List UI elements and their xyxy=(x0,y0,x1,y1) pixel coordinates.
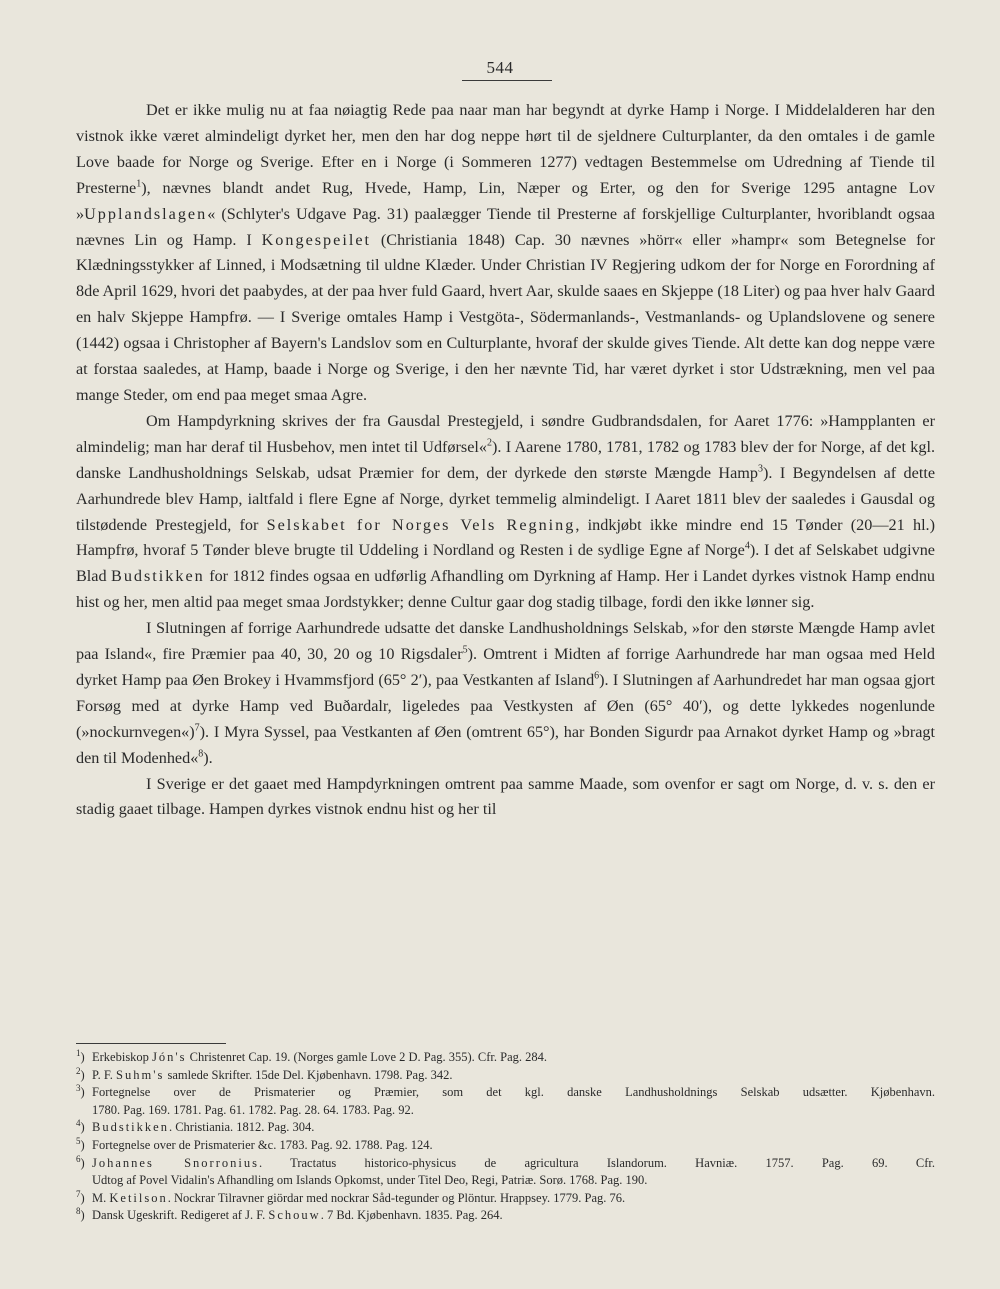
footnote-number: 3 xyxy=(76,1083,81,1094)
text-run: « (Schlyter's Udgave Pag. 31) paalægger Tiende til Presterne af forskjellige Culturplanter, hvoriblandt ogsaa nævnes Lin og Hamp. I xyxy=(76,204,935,249)
text-run: M. xyxy=(92,1190,110,1205)
footnote-number: 4 xyxy=(76,1118,81,1129)
spaced-name: Ketilson xyxy=(109,1190,168,1205)
footnote xyxy=(76,1119,935,1137)
text-run: 1780. Pag. 169. 1781. Pag. 61. 1782. Pag. 28. 64. 1783. Pag. 92. xyxy=(92,1102,414,1117)
footnote-rule xyxy=(76,1043,226,1044)
footnote-text xyxy=(92,1172,935,1190)
footnotes xyxy=(76,1049,935,1225)
footnote-mark: $^5$) xyxy=(76,1135,85,1152)
footnote-mark: $^4$) xyxy=(76,1118,85,1135)
footnote-text xyxy=(92,1067,935,1085)
footnote xyxy=(76,1084,935,1102)
spaced-name: Jón's xyxy=(152,1050,187,1064)
footnote-mark: $^1$) xyxy=(76,1047,85,1064)
text-run: Dansk Ugeskrift. Redigeret af J. F. xyxy=(92,1208,269,1223)
footnote-mark: $^7$) xyxy=(76,1188,85,1205)
page-number-rule xyxy=(462,80,552,81)
page-number: 544 xyxy=(486,58,514,77)
footnote-mark: $^3$) xyxy=(76,1083,85,1100)
footnote-text xyxy=(92,1119,935,1137)
footnote-reference: 7 xyxy=(194,722,200,734)
paragraph xyxy=(76,772,935,824)
spaced-name: Budstikken xyxy=(111,567,205,586)
footnote-reference: 6 xyxy=(594,670,600,682)
footnote-reference: 3 xyxy=(758,463,763,475)
footnote-text xyxy=(92,1155,935,1173)
footnote-number: 2 xyxy=(76,1065,81,1076)
spaced-name: Upplandslagen xyxy=(84,204,208,223)
text-run: P. F. xyxy=(92,1067,117,1082)
footnote xyxy=(76,1190,935,1208)
text-run: . Tractatus historico-physicus de agricultura Islandorum. Havniæ. 1757. Pag. 69. Cfr. xyxy=(258,1155,935,1170)
text-run: I Slutningen af forrige Aarhundrede udsatte det danske Landhusholdnings Selskab, »for den største Mængde Hamp avlet paa Island«, fire Præmier paa 40, 30, 20 og 10 Rigsdaler xyxy=(76,619,935,664)
spaced-name: Selskabet for Norges Vels Regning xyxy=(266,515,576,534)
text-run: ). I Begyndelsen af dette Aarhundrede blev Hamp, ialtfald i flere Egne af Norge, dyrket temmelig almindeligt. I Aaret 1811 blev der saaledes i Gausdal og tilstødende Prestegjeld, for xyxy=(76,463,935,534)
text-run: for 1812 findes ogsaa en udførlig Afhandling om Dyrkning af Hamp. Her i Landet dyrkes vistnok Hamp endnu hist og her, men altid paa meget smaa Jordstykker; denne Cultur gaar dog stadig tilbage, fordi den ikke lønner sig. xyxy=(76,567,936,612)
text-run: Fortegnelse over de Prismaterier og Præmier, som det kgl. danske Landhusholdnings Selskab udsætter. Kjøbenhavn. xyxy=(92,1085,935,1100)
footnote-number: 6 xyxy=(76,1153,81,1164)
spaced-name: Johannes Snorronius xyxy=(92,1155,259,1170)
footnote-reference: 5 xyxy=(462,644,468,656)
text-run: Udtog af Povel Vidalin's Afhandling om Islands Opkomst, under Titel Deo, Regi, Patriæ. Sorø. 1768. Pag. 190. xyxy=(92,1173,648,1188)
text-run: I Sverige er det gaaet med Hampdyrkningen omtrent paa samme Maade, som ovenfor er sagt om Norge, d. v. s. den er stadig gaaet tilbage. Hampen dyrkes vistnok endnu hist og her til xyxy=(76,774,935,819)
text-run: (Christiania 1848) Cap. 30 nævnes »hörr« eller »hampr« som Betegnelse for Klædningsstykker af Linned, i Modsætning til uldne Klæder. Under Christian IV Regjering udkom der for Norge en Forordning af 8de April 1629, hvori det paabydes, at der paa hver fuld Gaard, hvert Aar, skulde saaes en Skjeppe (18 Liter) og paa hver halv Gaard en halv Skjeppe Hampfrø. — I Sverige omtales Hamp i Vestgöta-, Södermanlands-, Vestmanlands- og Uplandslovene og senere (1442) ogsaa i Christopher af Bayern's Landslov som en Culturplante, hvoraf der skulde gives Tiende. Alt dette kan dog neppe være at forstaa saaledes, at Hamp, baade i Norge og Sverige, i den her nævnte Tid, har været dyrket i stor Udstrækning, men vel paa mange Steder, om end paa meget smaa Agre. xyxy=(76,230,935,404)
text-run: , indkjøbt ikke mindre end 15 Tønder (20—21 hl.) Hampfrø, hvoraf 5 Tønder bleve brugte til Uddeling i Nordland og Resten i de sydlige Egne af Norge xyxy=(76,515,935,560)
paragraph xyxy=(76,409,935,616)
footnote-text xyxy=(92,1049,935,1067)
footnote-text xyxy=(92,1207,935,1225)
spaced-name: Kongespeilet xyxy=(261,230,372,249)
text-run: Erkebiskop xyxy=(92,1050,153,1064)
text-run: ). Omtrent i Midten af forrige Aarhundrede har man ogsaa med Held dyrket Hamp paa Øen Brokey i Hvammsfjord (65° 2′), paa Vestkanten af Island xyxy=(76,645,936,689)
paragraph xyxy=(76,616,935,771)
body-text xyxy=(76,98,935,823)
footnote-reference: 8 xyxy=(198,748,204,760)
footnote-number: 1 xyxy=(76,1047,81,1058)
footnote xyxy=(76,1102,935,1120)
text-run: Det er ikke mulig nu at faa nøiagtig Rede paa naar man har begyndt at dyrke Hamp i Norge. I Middelalderen har den vistnok ikke været almindeligt dyrket her, men den har dog neppe hørt til de sjeldnere Culturplanter, da den omtales i de gamle Love baade for Norge og Sverige. Efter en i Norge (i Sommeren 1277) vedtagen Bestemmelse om Udredning af Tiende til Presterne xyxy=(76,101,935,197)
text-run: Fortegnelse over de Prismaterier &c. 1783. Pag. 92. 1788. Pag. 124. xyxy=(92,1137,433,1152)
text-run: ), nævnes blandt andet Rug, Hvede, Hamp, Lin, Næper og Erter, og den for Sverige 1295 antagne Lov » xyxy=(76,178,935,223)
footnote-mark xyxy=(76,1102,92,1120)
footnote-mark: $^8$) xyxy=(76,1206,85,1223)
footnote-mark: $^2$) xyxy=(76,1065,85,1082)
text-run: Om Hampdyrkning skrives der fra Gausdal Prestegjeld, i søndre Gudbrandsdalen, for Aaret 1776: »Hampplanten er almindelig; man har deraf til Husbehov, men intet til Udførsel« xyxy=(76,411,935,456)
footnote xyxy=(76,1172,935,1190)
footnote-mark: $^6$) xyxy=(76,1153,85,1170)
footnote-number: 7 xyxy=(76,1188,81,1199)
footnote-reference: 1 xyxy=(136,178,142,190)
text-run: ). I Aarene 1780, 1781, 1782 og 1783 blev der for Norge, af det kgl. danske Landhusholdnings Selskab, udsat Præmier for dem, der dyrkede den største Mængde Hamp xyxy=(76,437,935,482)
footnote-text xyxy=(92,1102,935,1120)
footnote xyxy=(76,1049,935,1067)
footnote-text xyxy=(92,1137,935,1155)
text-run: Christenret Cap. 19. (Norges gamle Love 2 D. Pag. 355). Cfr. Pag. 284. xyxy=(186,1050,548,1064)
spaced-name: Schouw xyxy=(268,1208,321,1223)
text-run: . Nockrar Tilravner giördar med nockrar Såd-tegunder og Plöntur. Hrappsey. 1779. Pag. 76. xyxy=(167,1190,626,1205)
paragraph xyxy=(76,98,935,409)
text-run: ). I Myra Syssel, paa Vestkanten af Øen (omtrent 65°), har Bonden Sigurdr paa Arnakot dyrket Hamp og »bragt den til Modenhed« xyxy=(76,722,935,767)
text-run: . 7 Bd. Kjøbenhavn. 1835. Pag. 264. xyxy=(320,1208,503,1223)
footnote xyxy=(76,1067,935,1085)
text-run: samlede Skrifter. 15de Del. Kjøbenhavn. 1798. Pag. 342. xyxy=(164,1067,453,1082)
footnote-mark xyxy=(76,1172,92,1190)
footnote-reference: 4 xyxy=(744,541,750,553)
footnote xyxy=(76,1155,935,1173)
footnote xyxy=(76,1207,935,1225)
text-run: ). xyxy=(203,748,213,767)
footnote-text xyxy=(92,1084,935,1102)
text-run: ). I Slutningen af Aarhundredet har man ogsaa gjort Forsøg med at dyrke Hamp ved Buðardalr, ligeledes paa Vestkysten af Øen (65° 40′), og dette lykkedes nogenlunde (»nockurnvegen«) xyxy=(76,670,935,741)
footnote-text xyxy=(92,1190,935,1208)
spaced-name: Suhm's xyxy=(116,1067,165,1082)
footnote-number: 8 xyxy=(76,1206,81,1217)
spaced-name: Budstikken xyxy=(92,1120,169,1135)
footnote-reference: 2 xyxy=(487,437,492,449)
text-run: ). I det af Selskabet udgivne Blad xyxy=(76,541,935,586)
footnote xyxy=(76,1137,935,1155)
footnote-number: 5 xyxy=(76,1135,81,1146)
text-run: . Christiania. 1812. Pag. 304. xyxy=(168,1120,315,1135)
